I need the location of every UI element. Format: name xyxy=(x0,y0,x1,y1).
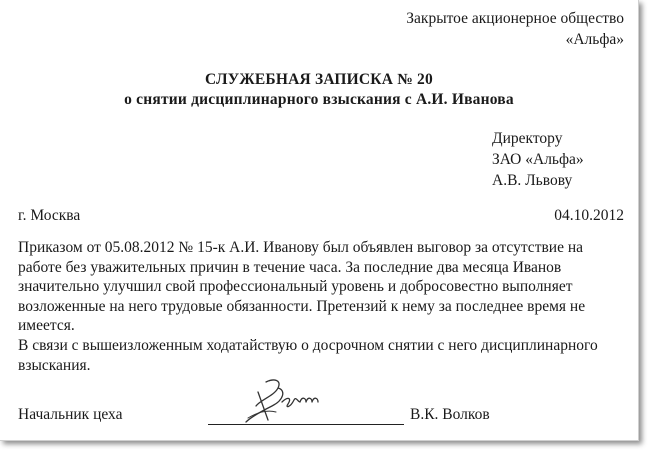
document-title xyxy=(0,70,638,110)
addressee-company: ЗАО «Альфа» xyxy=(492,151,584,168)
document-title-main: СЛУЖЕБНАЯ ЗАПИСКА № 20 xyxy=(205,71,433,88)
addressee-name: А.В. Львову xyxy=(492,172,573,189)
signature-line xyxy=(208,424,404,425)
document-title-subject: о снятии дисциплинарного взыскания с А.И. Иванова xyxy=(124,91,514,108)
memo-paragraph-2: В связи с вышеизложенным ходатайствую о досрочном снятии с него дисциплинарного взыскания. xyxy=(18,336,598,374)
document-date: 04.10.2012 xyxy=(554,207,624,224)
organization-header xyxy=(406,8,624,50)
addressee-position: Директору xyxy=(492,130,563,147)
organization-type: Закрытое акционерное общество xyxy=(406,10,624,27)
document-place: г. Москва xyxy=(18,207,81,224)
signer-name: В.К. Волков xyxy=(410,406,490,423)
memo-body xyxy=(18,238,624,375)
signer-position: Начальник цеха xyxy=(18,406,123,423)
organization-name: «Альфа» xyxy=(565,31,624,48)
signature-row xyxy=(18,405,624,429)
memo-paragraph-1: Приказом от 05.08.2012 № 15-к А.И. Иванову был объявлен выговор за отсутствие на работе без уважительных причин в течение часа. За последние два месяца Иванов значительно улучшил свой профессиональный уровень и добросовестно выполняет возложенные на него трудовые обязанности. Претензий к нему за последнее время не имеется. xyxy=(18,239,586,335)
addressee-block xyxy=(492,128,584,191)
